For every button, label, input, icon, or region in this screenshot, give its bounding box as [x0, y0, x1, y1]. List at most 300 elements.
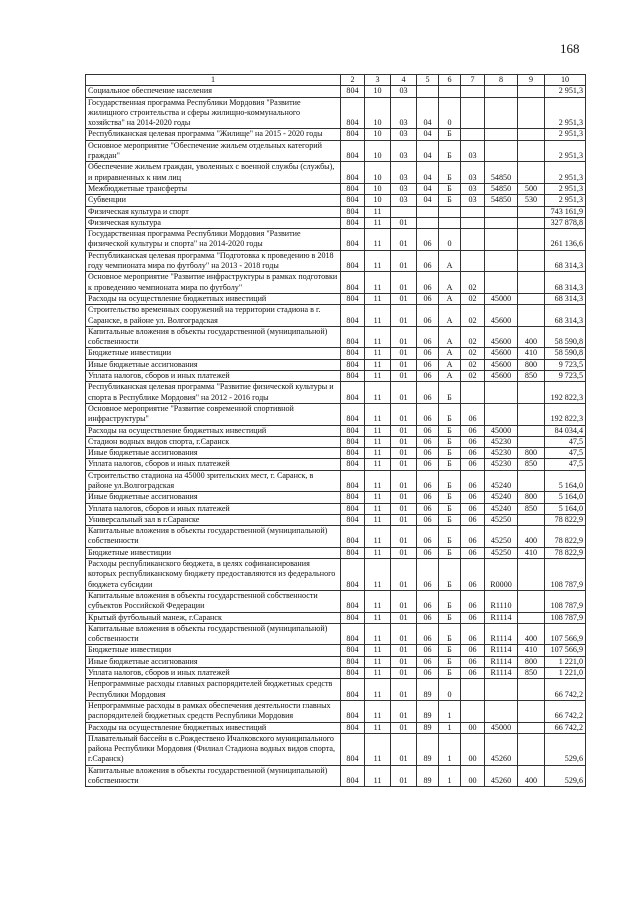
code-cell: 11: [365, 700, 391, 722]
code-cell: [518, 590, 545, 612]
amount-cell: 743 161,9: [545, 206, 586, 217]
code-cell: 804: [341, 305, 365, 327]
expense-name-cell: Стадион водных видов спорта, г.Саранск: [86, 436, 341, 447]
code-cell: 0: [439, 97, 461, 129]
code-cell: [518, 206, 545, 217]
code-cell: 804: [341, 217, 365, 228]
code-cell: 01: [391, 503, 417, 514]
code-cell: 800: [518, 656, 545, 667]
code-cell: А: [439, 293, 461, 304]
expense-name-cell: Расходы на осуществление бюджетных инвестиций: [86, 425, 341, 436]
table-row: [86, 326, 586, 348]
code-cell: [461, 700, 485, 722]
code-cell: А: [439, 305, 461, 327]
code-cell: [485, 700, 518, 722]
code-cell: 06: [461, 612, 485, 623]
expense-name-cell: Физическая культура: [86, 217, 341, 228]
expense-name-cell: Бюджетные инвестиции: [86, 547, 341, 558]
expense-name-cell: Капитальные вложения в объекты государственной (муниципальной) собственности: [86, 623, 341, 645]
code-cell: 11: [365, 348, 391, 359]
table-row: [86, 195, 586, 206]
code-cell: 45230: [485, 459, 518, 470]
code-cell: 804: [341, 590, 365, 612]
expense-name-cell: Физическая культура и спорт: [86, 206, 341, 217]
code-cell: 01: [391, 403, 417, 425]
table-row: [86, 656, 586, 667]
code-cell: 11: [365, 250, 391, 272]
code-cell: 11: [365, 612, 391, 623]
code-cell: 06: [461, 590, 485, 612]
code-cell: 11: [365, 229, 391, 251]
code-cell: 11: [365, 425, 391, 436]
budget-table: [85, 74, 586, 787]
table-row: [86, 348, 586, 359]
code-cell: 410: [518, 547, 545, 558]
table-body: [86, 86, 586, 787]
table-row: [86, 448, 586, 459]
code-cell: 10: [365, 195, 391, 206]
code-cell: 0: [439, 229, 461, 251]
code-cell: 804: [341, 206, 365, 217]
code-cell: А: [439, 326, 461, 348]
code-cell: А: [439, 371, 461, 382]
code-cell: 06: [461, 503, 485, 514]
column-header: 1: [86, 75, 341, 86]
code-cell: 45000: [485, 425, 518, 436]
code-cell: 11: [365, 448, 391, 459]
code-cell: 00: [461, 765, 485, 787]
code-cell: 06: [417, 492, 439, 503]
code-cell: 0: [439, 679, 461, 701]
expense-name-cell: Универсальный зал в г.Саранске: [86, 514, 341, 525]
code-cell: 01: [391, 459, 417, 470]
expense-name-cell: Социальное обеспечение населения: [86, 86, 341, 97]
code-cell: 11: [365, 359, 391, 370]
code-cell: 11: [365, 459, 391, 470]
code-cell: 45260: [485, 733, 518, 765]
code-cell: [485, 403, 518, 425]
code-cell: 10: [365, 183, 391, 194]
code-cell: 01: [391, 765, 417, 787]
code-cell: 10: [365, 162, 391, 184]
expense-name-cell: Строительство временных сооружений на территории стадиона в г. Саранске, в районе ул. Волгоградская: [86, 305, 341, 327]
code-cell: [485, 382, 518, 404]
code-cell: 45600: [485, 359, 518, 370]
code-cell: 804: [341, 559, 365, 591]
code-cell: 00: [461, 733, 485, 765]
expense-name-cell: Основное мероприятие "Развитие современной спортивной инфраструктуры": [86, 403, 341, 425]
code-cell: 804: [341, 129, 365, 140]
code-cell: 01: [391, 679, 417, 701]
code-cell: [461, 679, 485, 701]
column-header: 8: [485, 75, 518, 86]
code-cell: [518, 86, 545, 97]
table-row: [86, 403, 586, 425]
amount-cell: 58 590,8: [545, 348, 586, 359]
code-cell: 06: [461, 547, 485, 558]
code-cell: 804: [341, 612, 365, 623]
code-cell: 11: [365, 722, 391, 733]
code-cell: 06: [417, 305, 439, 327]
code-cell: 10: [365, 97, 391, 129]
table-row: [86, 305, 586, 327]
code-cell: 03: [391, 183, 417, 194]
code-cell: 01: [391, 382, 417, 404]
table-row: [86, 514, 586, 525]
table-row: [86, 371, 586, 382]
code-cell: 02: [461, 272, 485, 294]
code-cell: [439, 86, 461, 97]
amount-cell: 261 136,6: [545, 229, 586, 251]
code-cell: 06: [461, 559, 485, 591]
code-cell: 804: [341, 140, 365, 162]
code-cell: 03: [461, 162, 485, 184]
code-cell: [485, 679, 518, 701]
code-cell: 804: [341, 514, 365, 525]
code-cell: 804: [341, 645, 365, 656]
code-cell: Б: [439, 559, 461, 591]
code-cell: [485, 129, 518, 140]
code-cell: [417, 86, 439, 97]
code-cell: 06: [417, 448, 439, 459]
table-row: [86, 765, 586, 787]
expense-name-cell: Иные бюджетные ассигнования: [86, 492, 341, 503]
code-cell: Б: [439, 492, 461, 503]
expense-name-cell: Иные бюджетные ассигнования: [86, 448, 341, 459]
table-row: [86, 382, 586, 404]
table-row: [86, 470, 586, 492]
amount-cell: 5 164,0: [545, 492, 586, 503]
code-cell: 11: [365, 656, 391, 667]
code-cell: [461, 217, 485, 228]
amount-cell: 529,6: [545, 765, 586, 787]
code-cell: 10: [365, 140, 391, 162]
code-cell: [518, 97, 545, 129]
code-cell: 804: [341, 371, 365, 382]
code-cell: 804: [341, 97, 365, 129]
table-row: [86, 217, 586, 228]
code-cell: 01: [391, 448, 417, 459]
code-cell: 06: [417, 668, 439, 679]
expense-name-cell: Государственная программа Республики Мордовия "Развитие жилищного строительства и сферы жилищно-коммунального хозяйства" на 2014-2020 годы: [86, 97, 341, 129]
code-cell: 06: [417, 348, 439, 359]
expense-name-cell: Основное мероприятие "Развитие инфраструктуры в рамках подготовки к проведению чемпионата мира по футболу": [86, 272, 341, 294]
code-cell: 03: [461, 140, 485, 162]
code-cell: Б: [439, 514, 461, 525]
code-cell: 04: [417, 162, 439, 184]
code-cell: 10: [365, 86, 391, 97]
code-cell: Б: [439, 656, 461, 667]
expense-name-cell: Капитальные вложения в объекты государственной (муниципальной) собственности: [86, 765, 341, 787]
amount-cell: 1 221,0: [545, 656, 586, 667]
code-cell: 06: [461, 668, 485, 679]
amount-cell: 68 314,3: [545, 305, 586, 327]
code-cell: 800: [518, 448, 545, 459]
expense-name-cell: Бюджетные инвестиции: [86, 645, 341, 656]
table-header: [86, 75, 586, 86]
table-row: [86, 526, 586, 548]
code-cell: [518, 162, 545, 184]
header-row: [86, 75, 586, 86]
expense-name-cell: Непрограммные расходы в рамках обеспечения деятельности главных распорядителей бюджетных средств Республики Мордовия: [86, 700, 341, 722]
table-row: [86, 183, 586, 194]
code-cell: [518, 382, 545, 404]
code-cell: 01: [391, 250, 417, 272]
code-cell: Б: [439, 459, 461, 470]
code-cell: [461, 129, 485, 140]
code-cell: 06: [417, 250, 439, 272]
code-cell: 804: [341, 348, 365, 359]
table-row: [86, 612, 586, 623]
expense-name-cell: Капитальные вложения в объекты государственной собственности субъектов Российской Федерации: [86, 590, 341, 612]
expense-name-cell: Субвенции: [86, 195, 341, 206]
code-cell: 01: [391, 733, 417, 765]
table-row: [86, 645, 586, 656]
amount-cell: 66 742,2: [545, 722, 586, 733]
code-cell: 01: [391, 425, 417, 436]
code-cell: А: [439, 272, 461, 294]
code-cell: 00: [461, 722, 485, 733]
amount-cell: 68 314,3: [545, 250, 586, 272]
code-cell: 11: [365, 272, 391, 294]
code-cell: 804: [341, 326, 365, 348]
table-row: [86, 97, 586, 129]
code-cell: 02: [461, 371, 485, 382]
expense-name-cell: Республиканская целевая программа "Развитие физической культуры и спорта в Республике Мордовия" на 2012 - 2016 годы: [86, 382, 341, 404]
code-cell: 04: [417, 97, 439, 129]
code-cell: [518, 612, 545, 623]
table-row: [86, 162, 586, 184]
code-cell: 03: [391, 195, 417, 206]
code-cell: 804: [341, 722, 365, 733]
code-cell: 02: [461, 326, 485, 348]
code-cell: 1: [439, 722, 461, 733]
amount-cell: 5 164,0: [545, 470, 586, 492]
table-row: [86, 559, 586, 591]
code-cell: 01: [391, 656, 417, 667]
amount-cell: 2 951,3: [545, 97, 586, 129]
code-cell: 804: [341, 492, 365, 503]
code-cell: 10: [365, 129, 391, 140]
expense-name-cell: Уплата налогов, сборов и иных платежей: [86, 459, 341, 470]
amount-cell: 68 314,3: [545, 272, 586, 294]
code-cell: 01: [391, 547, 417, 558]
code-cell: Б: [439, 645, 461, 656]
code-cell: 01: [391, 272, 417, 294]
code-cell: 06: [461, 514, 485, 525]
code-cell: 01: [391, 623, 417, 645]
expense-name-cell: Строительство стадиона на 45000 зрительских мест, г. Саранск, в районе ул.Волгоградская: [86, 470, 341, 492]
code-cell: 03: [461, 183, 485, 194]
code-cell: 804: [341, 448, 365, 459]
code-cell: 11: [365, 623, 391, 645]
code-cell: 02: [461, 293, 485, 304]
code-cell: 45000: [485, 293, 518, 304]
expense-name-cell: Плавательный бассейн в с.Рождествено Ичалковского муниципального района Республики Мордовия (Филиал Стадиона водных видов спорта, г.Саранск): [86, 733, 341, 765]
code-cell: 06: [417, 645, 439, 656]
code-cell: 804: [341, 700, 365, 722]
code-cell: 06: [417, 359, 439, 370]
code-cell: [518, 700, 545, 722]
column-header: 4: [391, 75, 417, 86]
code-cell: 804: [341, 526, 365, 548]
code-cell: 04: [417, 195, 439, 206]
code-cell: [518, 470, 545, 492]
code-cell: [485, 272, 518, 294]
code-cell: 06: [417, 514, 439, 525]
code-cell: [518, 425, 545, 436]
code-cell: 06: [417, 382, 439, 404]
code-cell: [518, 514, 545, 525]
code-cell: 03: [391, 86, 417, 97]
amount-cell: 107 566,9: [545, 645, 586, 656]
code-cell: 03: [391, 162, 417, 184]
code-cell: 45240: [485, 492, 518, 503]
code-cell: 1: [439, 700, 461, 722]
code-cell: [417, 217, 439, 228]
table-row: [86, 722, 586, 733]
code-cell: 06: [417, 526, 439, 548]
expense-name-cell: Расходы на осуществление бюджетных инвестиций: [86, 722, 341, 733]
code-cell: 11: [365, 371, 391, 382]
expense-name-cell: Республиканская целевая программа "Жилище" на 2015 - 2020 годы: [86, 129, 341, 140]
code-cell: 11: [365, 590, 391, 612]
amount-cell: 58 590,8: [545, 326, 586, 348]
code-cell: 02: [461, 348, 485, 359]
expense-name-cell: Капитальные вложения в объекты государственной (муниципальной) собственности: [86, 526, 341, 548]
code-cell: Б: [439, 590, 461, 612]
table-row: [86, 436, 586, 447]
code-cell: Б: [439, 503, 461, 514]
table-row: [86, 459, 586, 470]
expense-name-cell: Уплата налогов, сборов и иных платежей: [86, 503, 341, 514]
code-cell: Б: [439, 382, 461, 404]
code-cell: 54850: [485, 195, 518, 206]
column-header: 5: [417, 75, 439, 86]
code-cell: 89: [417, 733, 439, 765]
code-cell: 54850: [485, 162, 518, 184]
code-cell: 45250: [485, 526, 518, 548]
code-cell: Б: [439, 140, 461, 162]
code-cell: 500: [518, 183, 545, 194]
code-cell: 06: [417, 436, 439, 447]
amount-cell: 192 822,3: [545, 403, 586, 425]
expense-name-cell: Основное мероприятие "Обеспечение жильем отдельных категорий граждан": [86, 140, 341, 162]
code-cell: 804: [341, 183, 365, 194]
code-cell: 11: [365, 217, 391, 228]
code-cell: 01: [391, 229, 417, 251]
code-cell: [518, 272, 545, 294]
code-cell: 06: [417, 371, 439, 382]
table-row: [86, 547, 586, 558]
code-cell: Б: [439, 162, 461, 184]
amount-cell: 108 787,9: [545, 612, 586, 623]
code-cell: 45240: [485, 503, 518, 514]
code-cell: 06: [461, 448, 485, 459]
code-cell: 410: [518, 348, 545, 359]
code-cell: 45240: [485, 470, 518, 492]
table-row: [86, 492, 586, 503]
code-cell: Б: [439, 129, 461, 140]
table-row: [86, 206, 586, 217]
table-row: [86, 425, 586, 436]
code-cell: 06: [417, 559, 439, 591]
code-cell: 06: [461, 656, 485, 667]
code-cell: 06: [417, 470, 439, 492]
column-header: 3: [365, 75, 391, 86]
code-cell: 11: [365, 559, 391, 591]
code-cell: [518, 679, 545, 701]
amount-cell: 84 034,4: [545, 425, 586, 436]
code-cell: 01: [391, 492, 417, 503]
code-cell: 01: [391, 559, 417, 591]
code-cell: 804: [341, 656, 365, 667]
column-header: 2: [341, 75, 365, 86]
expense-name-cell: Обеспечение жильем граждан, уволенных с военной службы (службы), и приравненных к ним лиц: [86, 162, 341, 184]
table-row: [86, 733, 586, 765]
code-cell: 804: [341, 425, 365, 436]
code-cell: 03: [391, 129, 417, 140]
code-cell: 01: [391, 217, 417, 228]
code-cell: 45600: [485, 371, 518, 382]
code-cell: 06: [461, 526, 485, 548]
code-cell: 804: [341, 470, 365, 492]
code-cell: 530: [518, 195, 545, 206]
expense-name-cell: Государственная программа Республики Мордовия "Развитие физической культуры и спорта" на 2014-2020 годы: [86, 229, 341, 251]
code-cell: [485, 97, 518, 129]
expense-name-cell: Уплата налогов, сборов и иных платежей: [86, 668, 341, 679]
amount-cell: 2 951,3: [545, 140, 586, 162]
code-cell: [461, 229, 485, 251]
code-cell: [518, 722, 545, 733]
code-cell: 06: [417, 459, 439, 470]
code-cell: 850: [518, 459, 545, 470]
amount-cell: 5 164,0: [545, 503, 586, 514]
code-cell: [485, 206, 518, 217]
code-cell: [461, 206, 485, 217]
code-cell: [518, 403, 545, 425]
expense-name-cell: Капитальные вложения в объекты государственной (муниципальной) собственности: [86, 326, 341, 348]
table-row: [86, 229, 586, 251]
code-cell: 54850: [485, 183, 518, 194]
code-cell: 850: [518, 503, 545, 514]
code-cell: R1114: [485, 656, 518, 667]
amount-cell: 9 723,5: [545, 371, 586, 382]
code-cell: 06: [461, 459, 485, 470]
code-cell: [461, 86, 485, 97]
code-cell: 804: [341, 382, 365, 404]
amount-cell: 108 787,9: [545, 590, 586, 612]
code-cell: [439, 206, 461, 217]
page-number: 168: [560, 41, 580, 56]
code-cell: 01: [391, 590, 417, 612]
code-cell: Б: [439, 470, 461, 492]
code-cell: 804: [341, 668, 365, 679]
code-cell: 1: [439, 733, 461, 765]
code-cell: 11: [365, 765, 391, 787]
code-cell: [439, 217, 461, 228]
code-cell: Б: [439, 668, 461, 679]
code-cell: Б: [439, 195, 461, 206]
code-cell: Б: [439, 612, 461, 623]
column-header: 6: [439, 75, 461, 86]
expense-name-cell: Непрограммные расходы главных распорядителей бюджетных средств Республики Мордовия: [86, 679, 341, 701]
code-cell: 400: [518, 623, 545, 645]
table-row: [86, 668, 586, 679]
code-cell: 804: [341, 195, 365, 206]
code-cell: 804: [341, 459, 365, 470]
code-cell: 804: [341, 436, 365, 447]
